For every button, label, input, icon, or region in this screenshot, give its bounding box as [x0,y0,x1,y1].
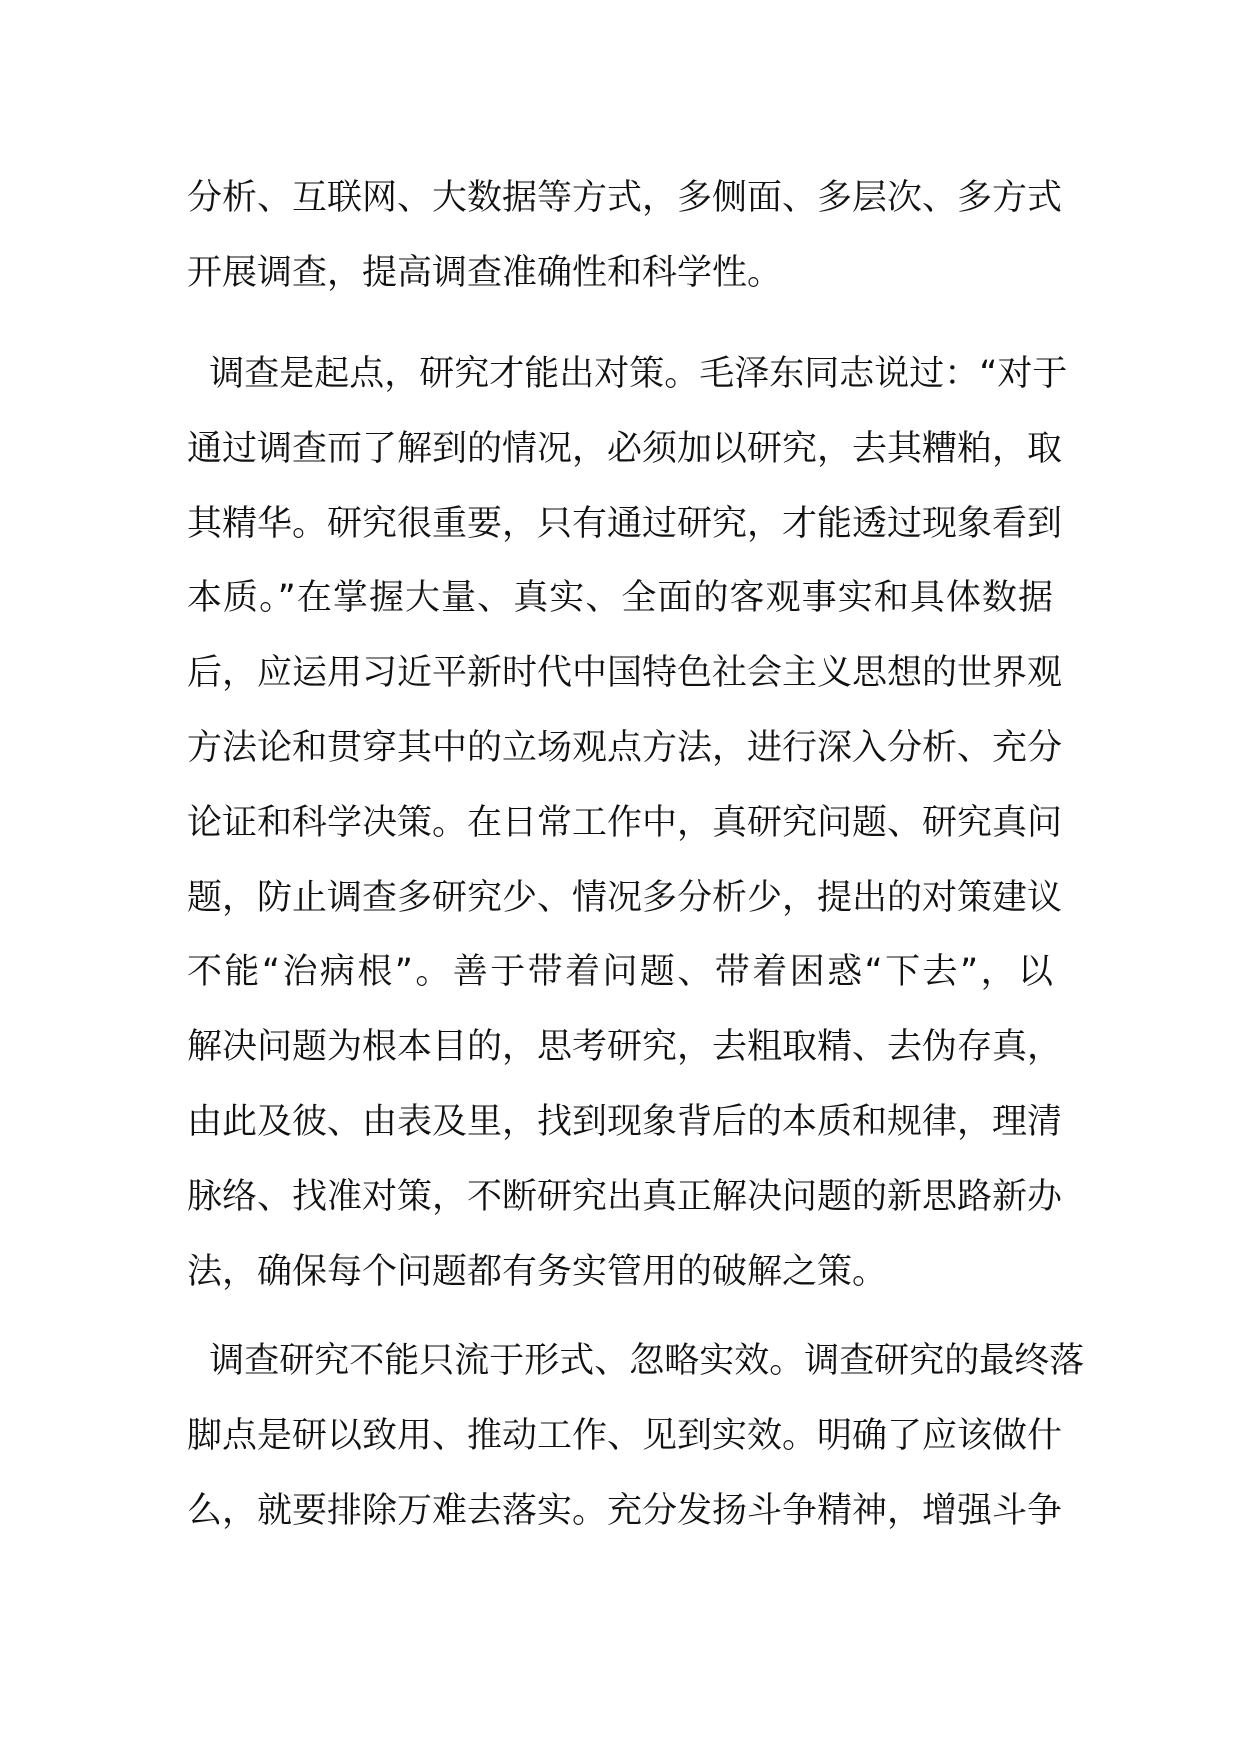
text-line: 开展调查，提高调查准确性和科学性。 [187,252,783,293]
text-line: 方法论和贯穿其中的立场观点方法，进行深入分析、充分 [187,727,1063,768]
text-line: 分析、互联网、大数据等方式，多侧面、多层次、多方式 [187,178,1063,218]
text-line: 法，确保每个问题都有务实管用的破解之策。 [187,1251,888,1292]
text-line: 本质。”在掌握大量、真实、全面的客观事实和具体数据 [187,578,1053,619]
text-line: 后，应运用习近平新时代中国特色社会主义思想的世界观 [187,653,1063,694]
paragraph-1 [187,161,1063,311]
text-line: 通过调查而了解到的情况，必须加以研究，去其糟粕，取 [187,428,1063,469]
text-line: 么，就要排除万难去落实。充分发扬斗争精神，增强斗争 [187,1490,1063,1531]
text-line: 脚点是研以致用、推动工作、见到实效。明确了应该做什 [187,1415,1063,1456]
text-line: 调查是起点，研究才能出对策。毛泽东同志说过：“对于 [187,354,1068,394]
text-line: 题，防止调查多研究少、情况多分析少，提出的对策建议 [187,877,1063,918]
text-line: 脉络、找准对策，不断研究出真正解决问题的新思路新办 [187,1176,1063,1217]
text-line: 由此及彼、由表及里，找到现象背后的本质和规律，理清 [187,1101,1063,1142]
text-line: 解决问题为根本目的，思考研究，去粗取精、去伪存真， [187,1027,1063,1068]
text-line: 不能“治病根”。善于带着问题、带着困惑“下去”，以 [187,952,1053,993]
text-line: 论证和科学决策。在日常工作中，真研究问题、研究真问 [187,802,1063,843]
paragraph-2 [187,337,1068,1309]
text-line: 调查研究不能只流于形式、忽略实效。调查研究的最终落 [187,1341,1085,1381]
text-line: 其精华。研究很重要，只有通过研究，才能透过现象看到 [187,503,1063,544]
paragraph-3 [187,1324,1085,1548]
